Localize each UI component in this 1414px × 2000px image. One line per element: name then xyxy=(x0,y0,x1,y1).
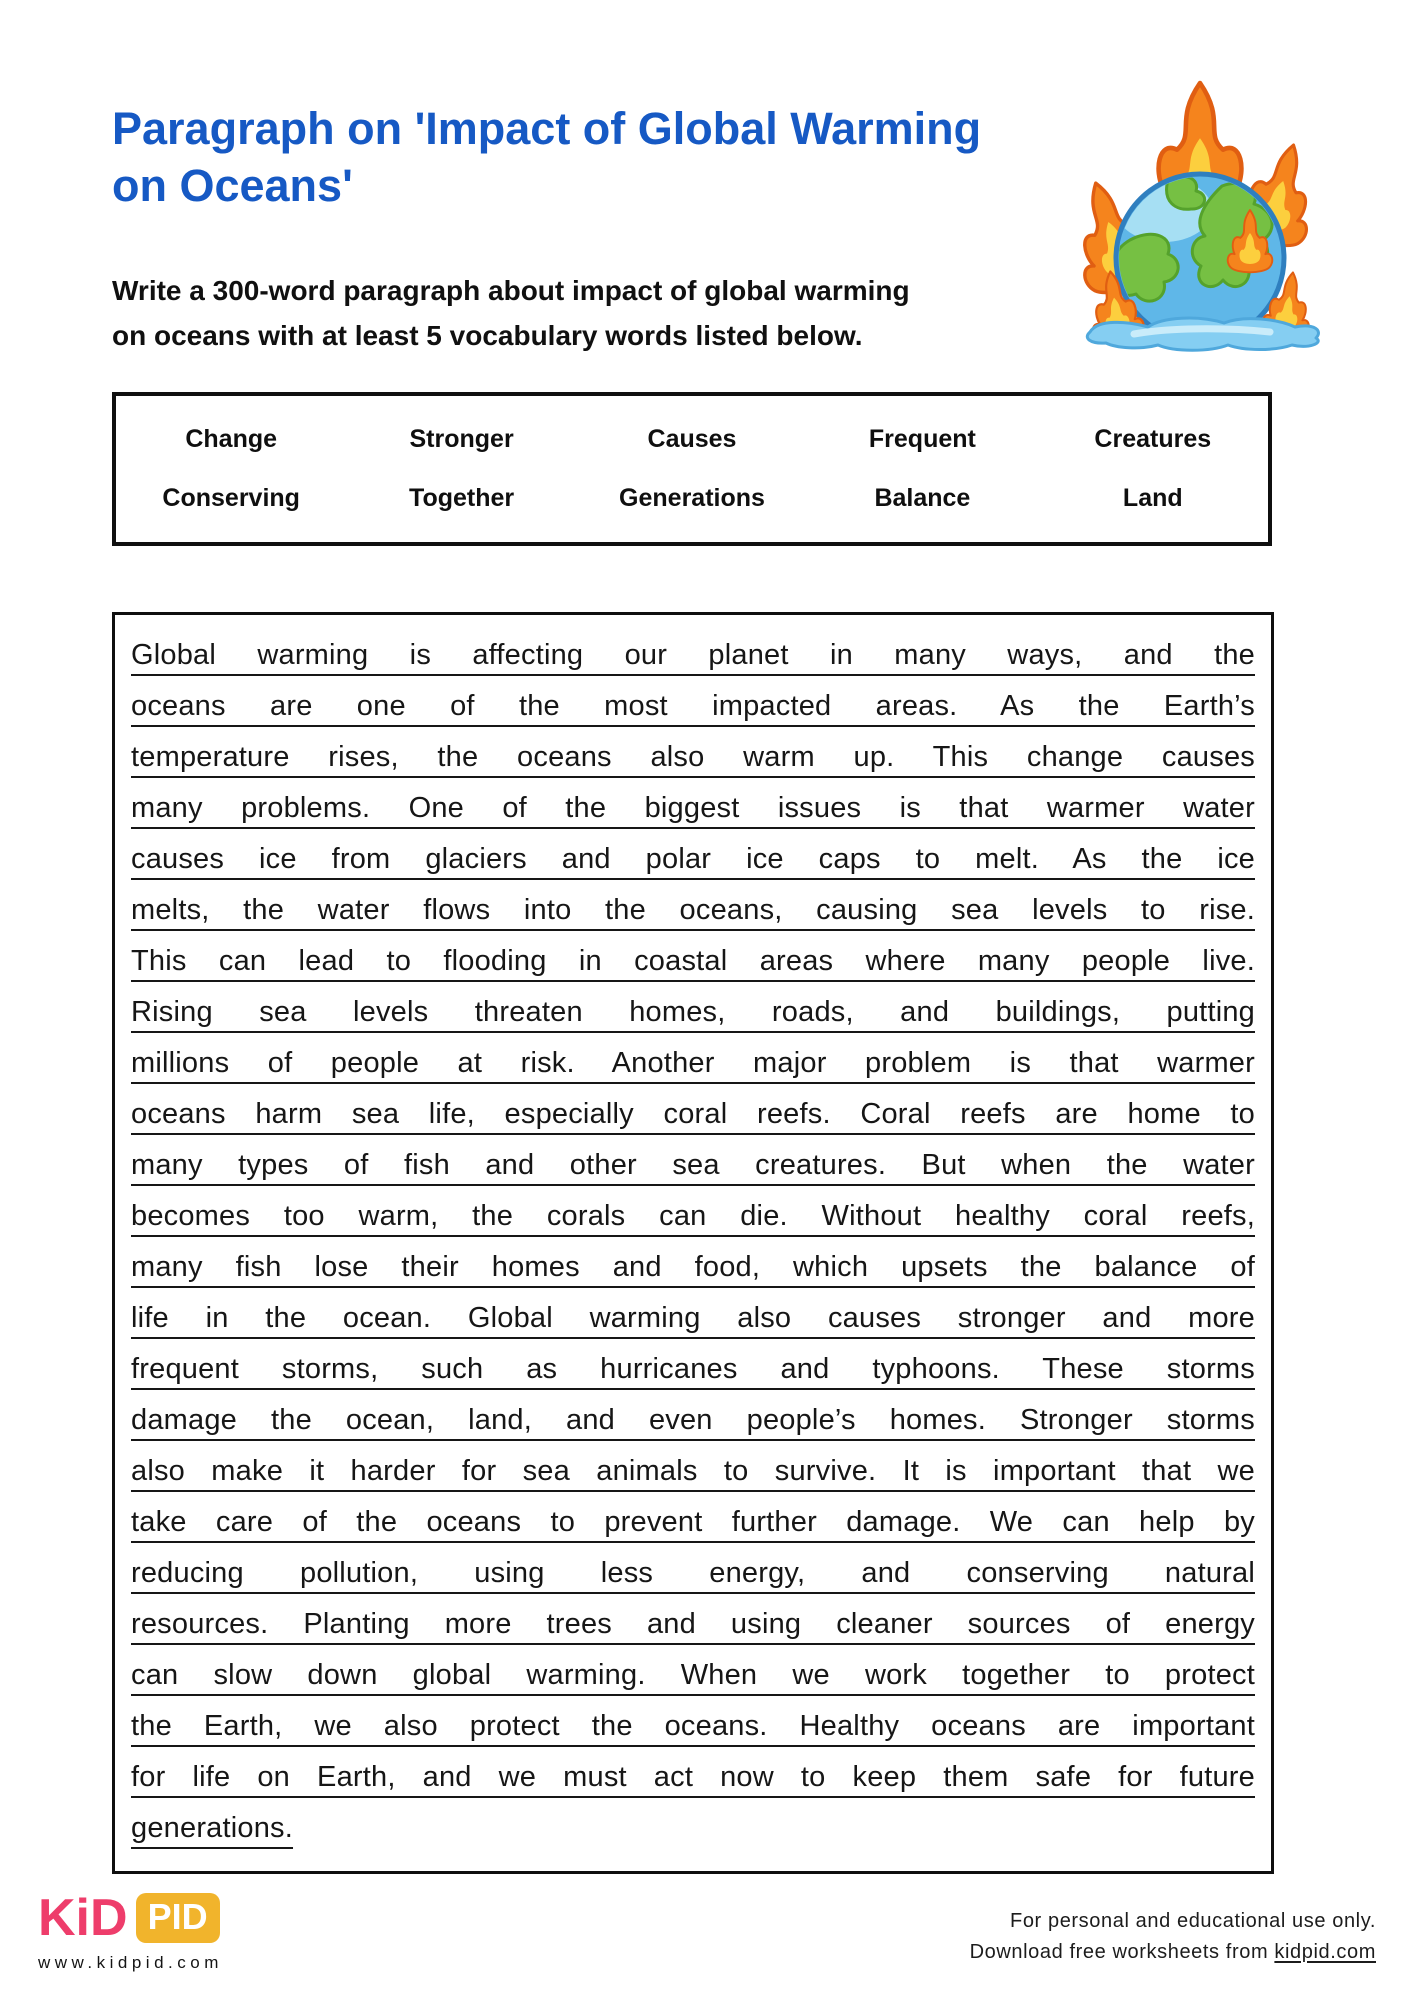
usage-note xyxy=(970,1906,1376,1968)
paragraph-line: many problems. One of the biggest issues is that warmer water xyxy=(131,792,1255,824)
paragraph-line: damage the ocean, land, and even people’s homes. Stronger storms xyxy=(131,1404,1255,1436)
page-title-line: on Oceans' xyxy=(112,160,353,211)
paragraph-line: generations. xyxy=(131,1812,294,1844)
paragraph-line: the Earth, we also protect the oceans. Healthy oceans are important xyxy=(131,1710,1255,1742)
paragraph-line: reducing pollution, using less energy, and conserving natural xyxy=(131,1557,1255,1589)
instructions-line: Write a 300-word paragraph about impact of global warming xyxy=(112,275,910,306)
vocabulary-word: Generations xyxy=(619,483,765,512)
usage-note-line2 xyxy=(970,1937,1376,1968)
paragraph-line: Global warming is affecting our planet in many ways, and the xyxy=(131,639,1255,671)
vocabulary-word: Balance xyxy=(874,483,971,512)
paragraph-line: Rising sea levels threaten homes, roads, and buildings, putting xyxy=(131,996,1255,1028)
instructions xyxy=(112,268,910,358)
kidpid-logo-block xyxy=(38,1889,223,1973)
usage-note-line2-text: Download free worksheets from xyxy=(969,1941,1269,1963)
vocabulary-word: Land xyxy=(1122,483,1183,512)
burning-earth-illustration xyxy=(1072,68,1328,352)
website-url: www.kidpid.com xyxy=(38,1953,223,1972)
logo-kid-text: KiD xyxy=(38,1889,128,1947)
paragraph-line: causes ice from glaciers and polar ice caps to melt. As the ice xyxy=(131,843,1255,875)
paragraph-line: frequent storms, such as hurricanes and typhoons. These storms xyxy=(131,1353,1255,1385)
paragraph-line: oceans harm sea life, especially coral reefs. Coral reefs are home to xyxy=(131,1098,1255,1130)
melt-water xyxy=(1087,318,1318,350)
paragraph-answer-box xyxy=(112,612,1274,1874)
paragraph-line: This can lead to flooding in coastal areas where many people live. xyxy=(131,945,1255,977)
paragraph-line: temperature rises, the oceans also warm up. This change causes xyxy=(131,741,1255,773)
vocabulary-word: Creatures xyxy=(1094,425,1212,454)
paragraph-line: can slow down global warming. When we work together to protect xyxy=(131,1659,1255,1691)
paragraph-line: life in the ocean. Global warming also causes stronger and more xyxy=(131,1302,1255,1334)
paragraph-line: resources. Planting more trees and using cleaner sources of energy xyxy=(131,1608,1255,1640)
paragraph-line: also make it harder for sea animals to survive. It is important that we xyxy=(131,1455,1255,1487)
paragraph-line: melts, the water flows into the oceans, causing sea levels to rise. xyxy=(131,894,1255,926)
paragraph-line: many fish lose their homes and food, which upsets the balance of xyxy=(131,1251,1255,1283)
kidpid-logo xyxy=(38,1889,223,1947)
page-title-line: Paragraph on 'Impact of Global Warming xyxy=(112,103,982,154)
vocabulary-word: Change xyxy=(185,425,278,454)
vocabulary-word: Conserving xyxy=(162,483,300,512)
paragraph-line: take care of the oceans to prevent further damage. We can help by xyxy=(131,1506,1255,1538)
paragraph-line: many types of fish and other sea creatures. But when the water xyxy=(131,1149,1255,1181)
instructions-line: on oceans with at least 5 vocabulary words listed below. xyxy=(112,320,863,351)
paragraph-line: millions of people at risk. Another major problem is that warmer xyxy=(131,1047,1255,1079)
page-title xyxy=(112,100,981,214)
paragraph-line: oceans are one of the most impacted areas. As the Earth’s xyxy=(131,690,1255,722)
vocabulary-word: Causes xyxy=(647,425,737,454)
paragraph-line: becomes too warm, the corals can die. Without healthy coral reefs, xyxy=(131,1200,1255,1232)
vocabulary-word: Stronger xyxy=(409,425,514,454)
vocabulary-box xyxy=(112,392,1272,546)
kidpid-link[interactable]: kidpid.com xyxy=(1274,1941,1376,1963)
usage-note-line1: For personal and educational use only. xyxy=(1010,1910,1376,1932)
vocabulary-word: Together xyxy=(409,483,515,512)
vocabulary-word: Frequent xyxy=(868,425,976,454)
paragraph-line: for life on Earth, and we must act now to keep them safe for future xyxy=(131,1761,1255,1793)
logo-pid-badge: PID xyxy=(136,1893,220,1943)
